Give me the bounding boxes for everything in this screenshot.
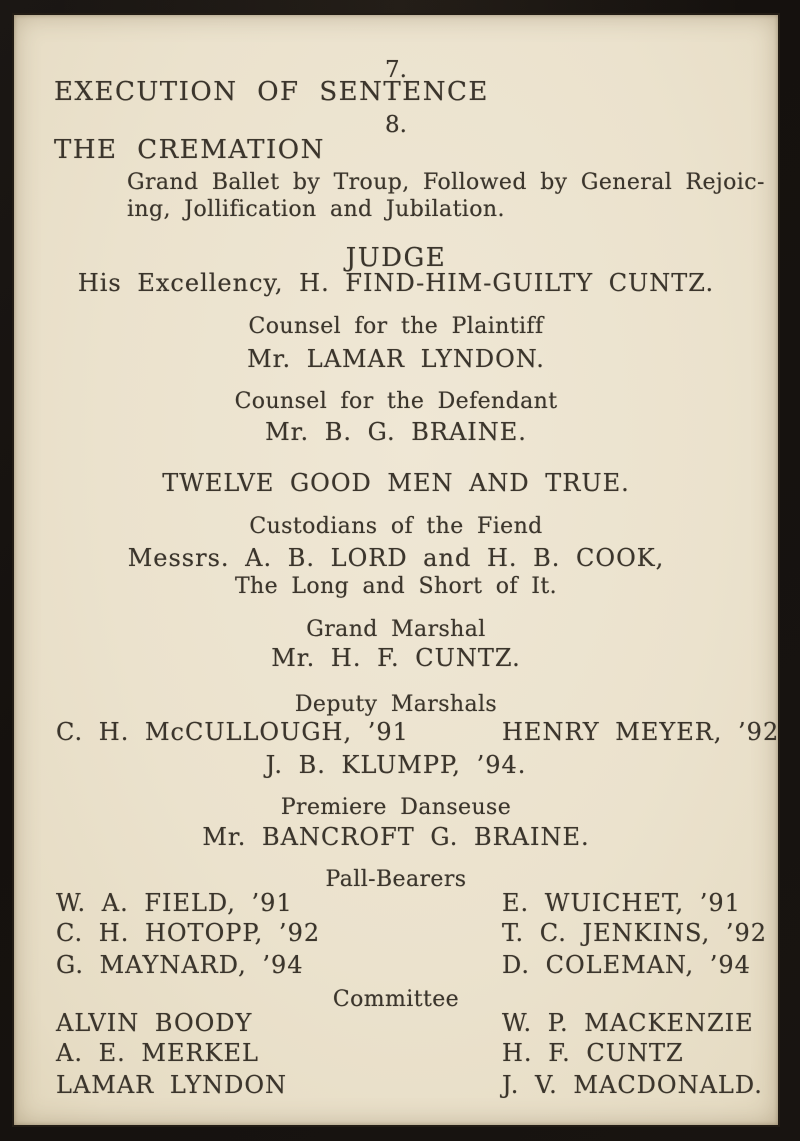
counsel-defendant-name: Mr. B. G. BRAINE.: [265, 418, 527, 446]
premiere-danseuse-name: Mr. BANCROFT G. BRAINE.: [202, 823, 590, 851]
pall-bearer-name: W. A. FIELD, ’91: [56, 889, 293, 917]
grand-marshal-name: Mr. H. F. CUNTZ.: [271, 644, 521, 672]
cremation-description-line-2: ing, Jollification and Jubilation.: [127, 197, 505, 222]
pall-bearer-name: D. COLEMAN, ’94: [502, 951, 751, 979]
program-title-execution-of-sentence: EXECUTION OF SENTENCE: [54, 77, 489, 107]
premiere-danseuse-heading: Premiere Danseuse: [280, 795, 512, 820]
pall-bearers-heading: Pall-Bearers: [325, 867, 467, 892]
pall-bearer-name: G. MAYNARD, ’94: [56, 951, 304, 979]
counsel-plaintiff-name: Mr. LAMAR LYNDON.: [247, 345, 545, 373]
deputy-marshal-center: J. B. KLUMPP, ’94.: [265, 751, 527, 779]
cremation-description-line-1: Grand Ballet by Troup, Followed by General Rejoic-: [127, 170, 765, 195]
judge-heading: JUDGE: [345, 243, 447, 273]
counsel-defendant-heading: Counsel for the Defendant: [234, 389, 558, 414]
deputy-marshal-right: HENRY MEYER, ’92: [502, 718, 780, 746]
jury-heading: TWELVE GOOD MEN AND TRUE.: [162, 469, 630, 497]
custodians-tagline: The Long and Short of It.: [234, 574, 558, 599]
committee-member-name: W. P. MACKENZIE: [502, 1009, 754, 1037]
program-item-number-8: 8.: [385, 112, 407, 138]
program-item-number-7: 7.: [385, 57, 407, 83]
pall-bearer-name: E. WUICHET, ’91: [502, 889, 741, 917]
committee-heading: Committee: [332, 987, 460, 1012]
program-title-the-cremation: THE CREMATION: [54, 135, 325, 165]
custodians-heading: Custodians of the Fiend: [249, 514, 543, 539]
grand-marshal-heading: Grand Marshal: [306, 617, 486, 642]
judge-name: His Excellency, H. FIND-HIM-GUILTY CUNTZ.: [77, 269, 715, 297]
committee-member-name: J. V. MACDONALD.: [502, 1071, 763, 1099]
pall-bearer-name: T. C. JENKINS, ’92: [502, 919, 768, 947]
program-page: [14, 15, 778, 1125]
counsel-plaintiff-heading: Counsel for the Plaintiff: [248, 314, 544, 339]
committee-member-name: A. E. MERKEL: [56, 1039, 259, 1067]
custodians-names: Messrs. A. B. LORD and H. B. COOK,: [127, 544, 665, 572]
pall-bearer-name: C. H. HOTOPP, ’92: [56, 919, 321, 947]
deputy-marshals-heading: Deputy Marshals: [294, 692, 498, 717]
committee-member-name: H. F. CUNTZ: [502, 1039, 684, 1067]
committee-member-name: ALVIN BOODY: [56, 1009, 253, 1037]
deputy-marshal-left: C. H. McCULLOUGH, ’91: [56, 718, 409, 746]
committee-member-name: LAMAR LYNDON: [56, 1071, 288, 1099]
